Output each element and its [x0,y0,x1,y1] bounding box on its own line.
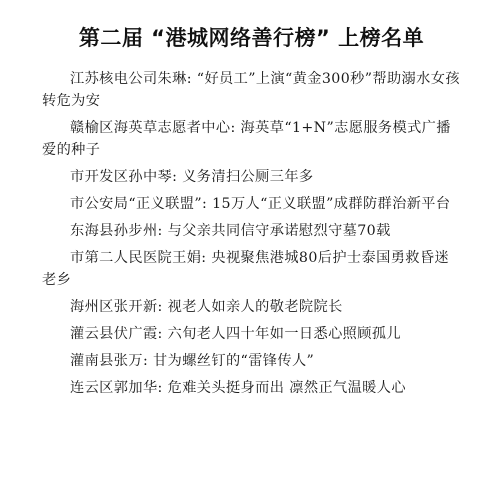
list-item: 灌云县伏广霞: 六旬老人四十年如一日悉心照顾孤儿 [70,326,402,342]
list-item: 东海县孙步州: 与父亲共同信守承诺慰烈守墓70载 [70,223,391,239]
list-item: 市第二人民医院王娟: 央视聚焦港城80后护士泰国勇救昏迷老乡 [42,250,450,288]
document-title: 第二届 “港城网络善行榜” 上榜名单 [78,26,425,50]
list-item: 江苏核电公司朱琳: “好员工”上演“黄金300秒”帮助溺水女孩转危为安 [42,71,460,109]
list-item: 赣榆区海英草志愿者中心: 海英草“1+N”志愿服务模式广播爱的种子 [42,120,451,158]
list-item: 市公安局“正义联盟”: 15万人“正义联盟”成群防群治新平台 [70,196,451,212]
list-item: 海州区张开新: 视老人如亲人的敬老院院长 [70,299,343,315]
list-item: 灌南县张万: 甘为螺丝钉的“雷锋传人” [70,353,315,369]
list-item: 市开发区孙中琴: 义务清扫公厕三年多 [70,169,314,185]
honor-list [42,68,462,399]
list-item: 连云区郭加华: 危难关头挺身而出 凛然正气温暖人心 [70,380,406,396]
